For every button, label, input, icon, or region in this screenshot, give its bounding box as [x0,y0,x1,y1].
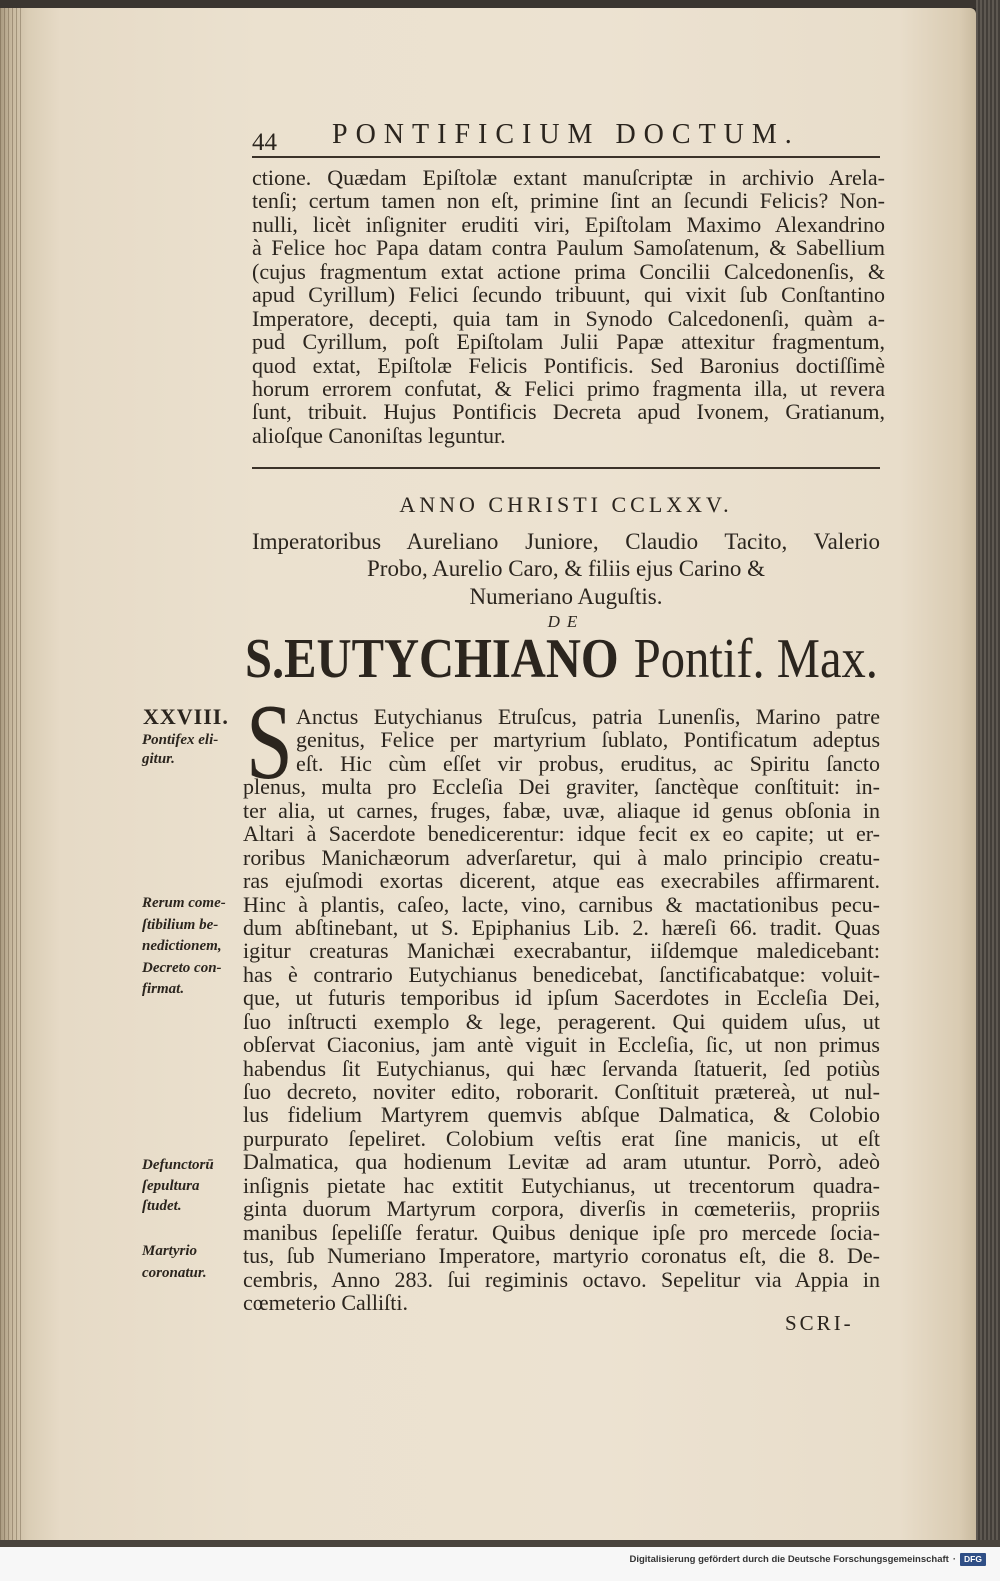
catchword: SCRI- [785,1311,854,1335]
text-line: Hinc à plantis, caſeo, lacte, vino, carnibus & mactationibus pecu- [243,891,880,917]
text-line: ſuo decreto, noviter edito, roborarit. Conſtituit prætereà, ut nul- [243,1079,880,1104]
text-line: manibus ſepeliſſe feratur. Quibus denique ipſe pro mercede ſocia- [243,1219,880,1245]
margin-note [142,731,218,769]
running-title: PONTIFICIUM DOCTUM. [332,119,800,150]
margin-note [142,893,226,1001]
dfg-logo: DFG [960,1553,986,1566]
body-paragraph [243,705,880,1314]
text-line: ctione. Quædam Epiſtolæ extant manuſcriptæ in archivio Arela- [252,165,885,190]
margin-note [142,1240,207,1284]
text-line: horum errorem confutat, & Felici primo fragmenta illa, ut revera [252,375,885,401]
header-rule [252,156,880,158]
margin-note [142,1155,214,1217]
text-line: inſignis pietate hac extitit Eutychianus, ut trecentorum quadra- [243,1172,880,1198]
margin-note-line: ſepultura [142,1177,200,1194]
margin-note-line: Pontifex eli- [142,732,219,748]
text-line: dum abſtinebant, ut S. Epiphanius Lib. 2. hæreſi 66. tradit. Quas [243,914,880,940]
de-label: DE [547,612,585,631]
text-line: purpurato ſepeliret. Colobium veſtis erat ſine manicis, ut eſt [243,1125,880,1151]
text-line: ſunt, tribuit. Hujus Pontificis Decreta apud Ivonem, Gratianum, [252,399,885,425]
digitization-footer [629,1553,986,1566]
text-line: tus, ſub Numeriano Imperatore, martyrio coronatus eſt, die 8. De- [243,1243,880,1269]
text-line: habendus ſit Eutychianus, qui hæc ſervanda ſtatuerit, ſed potiùs [243,1055,880,1081]
section-rule [252,467,880,469]
text-line: pud Cyrillum, poſt Epiſtolam Julii Papæ attexitur fragmentum, [252,329,885,355]
margin-note-line: Decreto con- [142,959,222,976]
text-line: ter alia, ut carnes, fruges, fabæ, uvæ, aliaque id genus obſonia in [243,797,880,823]
text-line: lus fidelium Martyrem quemvis abſque Dalmatica, & Colobio [243,1102,880,1128]
text-line: tenſi; certum tamen non eſt, primine ſint an ſecundi Felicis? Non- [252,188,885,214]
footer-separator: · [952,1554,956,1565]
text-line: eſt. Hic cùm eſſet vir probus, eruditus, ac Spiritu ſancto [296,750,880,776]
scan-bottom-edge [0,1540,1000,1547]
page-number: 44 [252,129,277,156]
title-name: S.EUTYCHIANO [245,628,619,690]
text-line: ginta duorum Martyrum corpora, diverſis in cœmeteriis, propriis [243,1196,880,1222]
margin-number: XXVIII. [143,704,229,729]
text-line: nulli, licèt inſigniter eruditi viri, Epiſtolam Maximo Alexandrino [252,211,885,237]
book-fore-edge [976,0,1000,1547]
text-line: obſervat Ciaconius, jam antè viguit in Eccleſia, ſic, ut non primus [243,1032,880,1058]
text-line: Dalmatica, qua hodienum Levitæ ad aram utuntur. Porrò, adeò [243,1149,880,1175]
text-line: quod extat, Epiſtolæ Felicis Pontificis. Sed Baronius doctiſſimè [252,352,885,378]
margin-note-line: Rerum come- [142,895,226,911]
page-gutter-edges [0,8,24,1545]
text-line: cembris, Anno 283. ſui regiminis octavo. Sepelitur via Appia in [243,1266,880,1292]
text-line: Imperatore, decepti, quia tam in Synodo Calcedonenſi, quàm a- [252,305,885,331]
drop-cap: S [246,683,293,802]
continuation-paragraph [252,166,885,447]
year-heading: ANNO CHRISTI CCLXXV. [399,492,733,517]
margin-note-line: ſtibilium be- [142,916,219,933]
text-line: ſuo inſtructi exemplo & lege, peragerent. Qui quidem uſus, ut [243,1008,880,1034]
emperors-line: Probo, Aurelio Caro, & filiis ejus Carino & [367,556,765,581]
text-line: genitus, Felice per martyrium ſublato, Pontificatum adeptus [296,727,880,753]
text-line: Altari à Sacerdote benedicerentur: idque fecit ex eo capite; ut er- [243,821,880,847]
text-line: à Felice hoc Papa datam contra Paulum Samoſatenum, & Sabellium [252,235,885,261]
margin-note-line: ſtudet. [142,1198,182,1214]
margin-note-line: Martyrio [142,1243,198,1259]
text-line: Anctus Eutychianus Etruſcus, patria Lunenſis, Marino patre [296,704,880,729]
margin-note-line: gitur. [142,751,175,767]
text-line: igitur creaturas Manichæi execrabantur, iiſdemque maledicebant: [243,938,880,964]
text-line: plenus, multa pro Eccleſia Dei graviter, ſanctèque conſtituit: in- [243,774,880,800]
scan-top-edge [0,0,1000,8]
margin-note-line: Defunctorū [142,1157,214,1173]
text-line: apud Cyrillum) Felici ſecundo tribuunt, qui vixit ſub Conſtantino [252,282,885,308]
text-line: (cujus fragmentum extat actione prima Concilii Calcedonenſis, & [252,258,885,284]
margin-note-line: coronatur. [142,1265,207,1281]
text-line: has è contrario Eutychianus benedicebat, ſanctificabatque: voluit- [243,961,880,987]
footer-text: Digitalisierung gefördert durch die Deutsche Forschungsgemeinschaft [629,1554,949,1565]
margin-note-line: nedictionem, [142,938,222,954]
text-line: alioſque Canoniſtas leguntur. [252,422,506,448]
text-line: cœmeterio Calliſti. [243,1289,408,1315]
emperors-line: Imperatoribus Aureliano Juniore, Claudio Tacito, Valerio [252,529,880,554]
title-rest: Pontif. Max. [633,628,878,690]
text-line: ras ejuſmodi exortas dicerent, atque eas execrabiles affirmarent. [243,868,880,894]
text-line: roribus Manichæorum adverſaretur, qui à malo principio creatu- [243,844,880,870]
margin-note-line: firmat. [142,981,185,997]
text-line: que, ut futuris temporibus id ipſum Sacerdotes in Eccleſia Dei, [243,985,880,1011]
emperors-line: Numeriano Auguſtis. [469,584,663,609]
chapter-title [245,628,878,690]
